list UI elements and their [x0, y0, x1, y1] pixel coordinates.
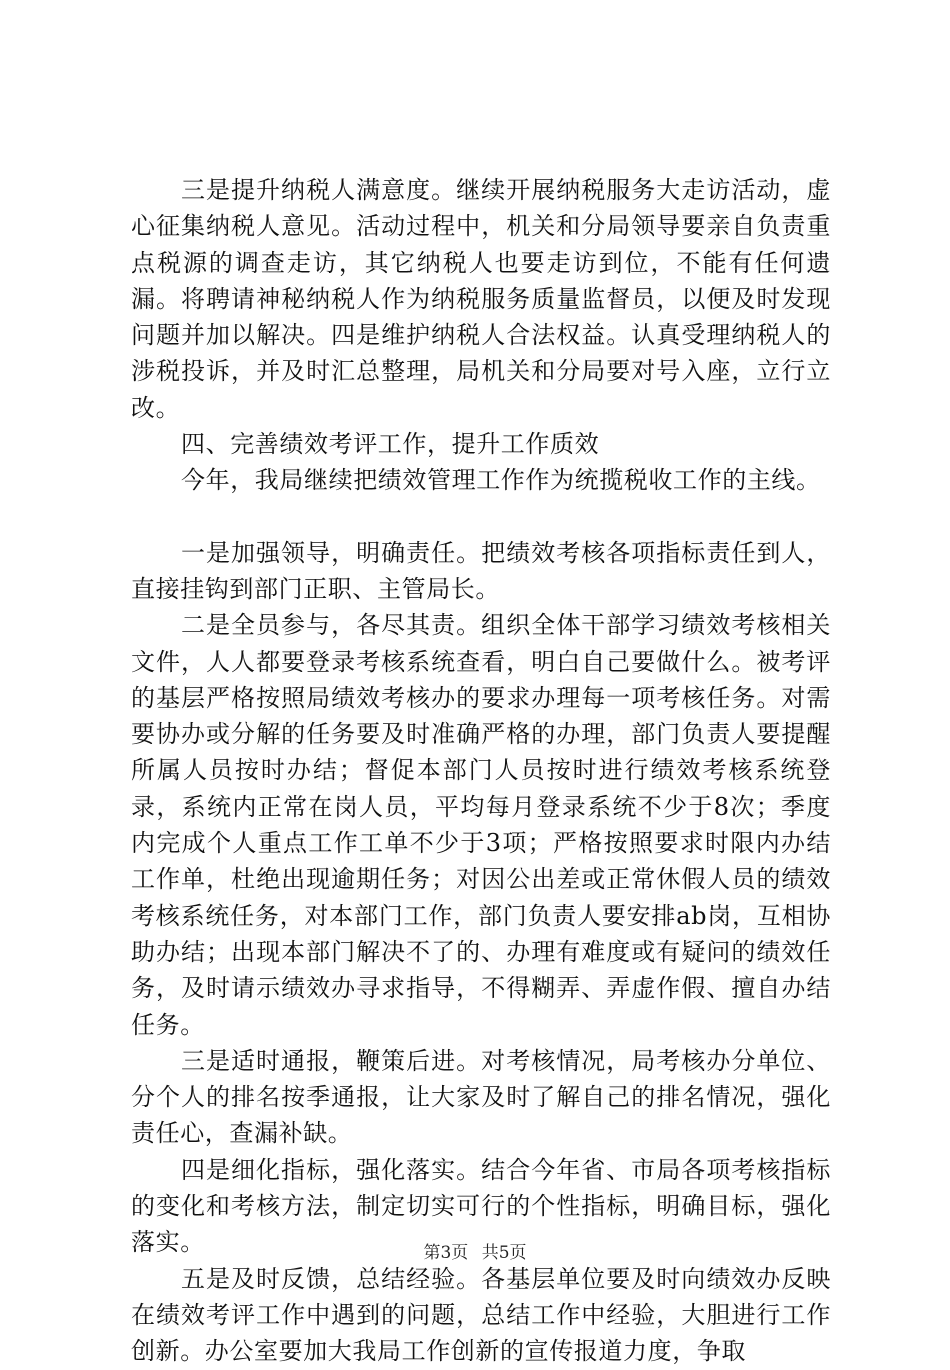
section-heading-performance-evaluation: 四、完善绩效考评工作，提升工作质效 [181, 430, 600, 459]
paragraph-this-year-main-line: 今年，我局继续把绩效管理工作作为统揽税收工作的主线。 [181, 466, 821, 495]
paragraph-full-participation: 二是全员参与，各尽其责。组织全体干部学习绩效考核相关文件，人人都要登录考核系统查看，明白自己要做什么。被考评的基层严格按照局绩效考核办的要求办理每一项考核任务。对需要协办或分解的任务要及时准确严格的办理，部门负责人要提醒所属人员按时办结；督促本部门人员按时进行绩效考核系统登录，系统内正常在岗人员，平均每月登录系统不少于8次；季度内完成个人重点工作工单不少于3项；严格按照要求时限内办结工作单，杜绝出现逾期任务；对因公出差或正常休假人员的绩效考核系统任务，对本部门工作，部门负责人要安排ab岗，互相协助办结；出现本部门解决不了的、办理有难度或有疑问的绩效任务，及时请示绩效办寻求指导，不得糊弄、弄虚作假、擅自办结任务。 [131, 611, 831, 1039]
paragraph-strengthen-leadership: 一是加强领导，明确责任。把绩效考核各项指标责任到人，直接挂钩到部门正职、主管局长。 [131, 538, 831, 603]
page-number: 第3页 [423, 1243, 469, 1263]
page-total: 共5页 [481, 1243, 527, 1263]
paragraph-taxpayer-satisfaction: 三是提升纳税人满意度。继续开展纳税服务大走访活动，虚心征集纳税人意见。活动过程中，机关和分局领导要亲自负责重点税源的调查走访，其它纳税人也要走访到位，不能有任何遗漏。将聘请神秘纳税人作为纳税服务质量监督员，以便及时发现问题并加以解决。四是维护纳税人合法权益。认真受理纳税人的涉税投诉，并及时汇总整理，局机关和分局要对号入座，立行立改。 [131, 176, 831, 422]
paragraph-refine-indicators: 四是细化指标，强化落实。结合今年省、市局各项考核指标的变化和考核方法，制定切实可行的个性指标，明确目标，强化落实。 [131, 1155, 831, 1257]
page-footer [0, 1242, 950, 1264]
document-body [131, 172, 831, 1370]
paragraph-timely-feedback: 五是及时反馈，总结经验。各基层单位要及时向绩效办反映在绩效考评工作中遇到的问题，总结工作中经验，大胆进行工作创新。办公室要加大我局工作创新的宣传报道力度，争取 [131, 1264, 831, 1366]
paragraph-timely-notification: 三是适时通报，鞭策后进。对考核情况，局考核办分单位、分个人的排名按季通报，让大家及时了解自己的排名情况，强化责任心，查漏补缺。 [131, 1046, 831, 1148]
